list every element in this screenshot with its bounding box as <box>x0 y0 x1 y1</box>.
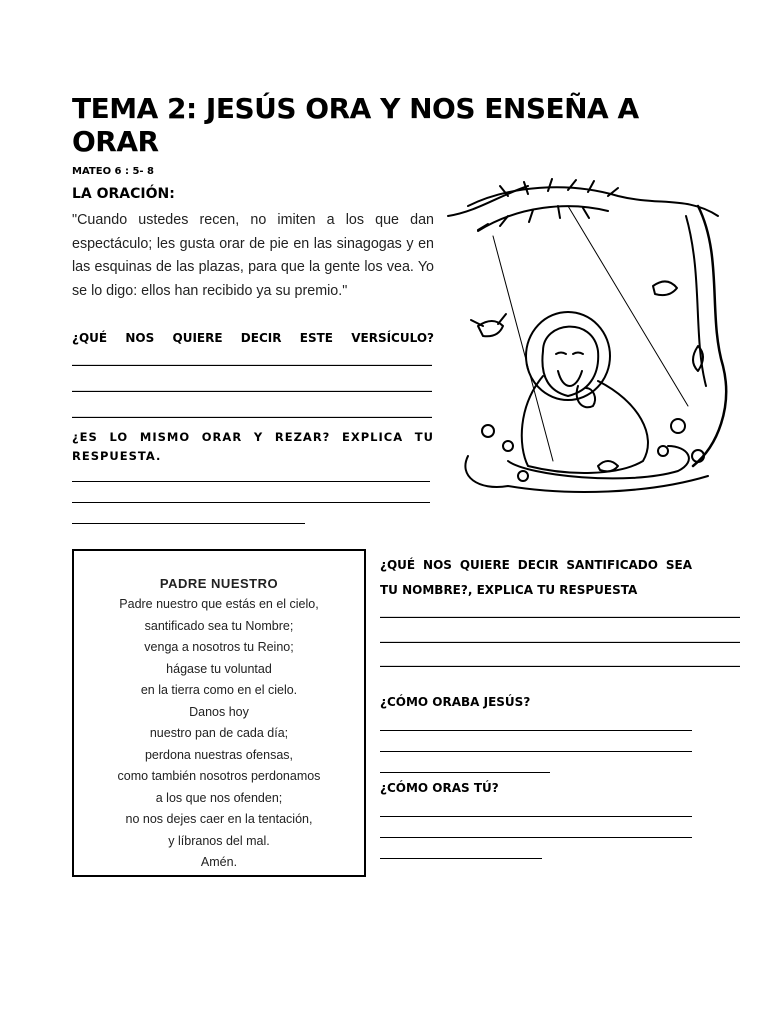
answer-dash-line[interactable]: ____________________________________________________________ <box>380 629 740 643</box>
answer-line[interactable] <box>380 858 542 859</box>
bible-reference: MATEO 6 : 5- 8 <box>72 166 155 177</box>
prayer-line: en la tierra como en el cielo. <box>140 683 298 697</box>
answer-line[interactable] <box>380 816 692 817</box>
prayer-line: a los que nos ofenden; <box>155 790 283 805</box>
prayer-line: santificado sea tu Nombre; <box>144 618 294 633</box>
prayer-title: PADRE NUESTRO <box>159 576 279 591</box>
prayer-line: nuestro pan de cada día; <box>149 726 289 740</box>
prayer-line: Padre nuestro que estás en el cielo, <box>119 597 319 611</box>
jesus-praying-illustration <box>448 176 738 506</box>
prayer-line: Danos hoy <box>189 704 249 719</box>
answer-dash-line[interactable]: ____________________________________________________________ <box>380 604 740 618</box>
answer-line[interactable] <box>380 751 692 752</box>
question-orar-rezar <box>72 428 434 466</box>
prayer-line: perdona nuestras ofensas, <box>144 747 294 762</box>
question-santificado: ¿QUÉ NOS QUIERE DECIR SANTIFICADO SEA TU NOMBRE?, EXPLICA TU RESPUESTA <box>380 558 692 597</box>
answer-line[interactable] <box>380 730 692 731</box>
section-heading: LA ORACIÓN: <box>72 186 175 202</box>
question-como-oras-tu: ¿CÓMO ORAS TÚ? <box>380 781 499 795</box>
question-orar-rezar-line1: ¿ES LO MISMO ORAR Y REZAR? EXPLICA TU <box>72 430 434 444</box>
answer-dash-line[interactable]: ____________________________________________________________ <box>72 352 432 366</box>
prayer-line: Amén. <box>200 855 238 869</box>
prayer-line: como también nosotros perdonamos <box>117 769 321 783</box>
page-title: TEMA 2: JESÚS ORA Y NOS ENSEÑA A ORAR <box>72 92 639 158</box>
verse-text: "Cuando ustedes recen, no imiten a los que dan espectáculo; les gusta orar de pie en las sinagogas y en las esquinas de las plazas, para que la gente los vea. Yo se lo digo: ellos han recibido ya su premio." <box>72 212 434 299</box>
question-orar-rezar-line2: RESPUESTA. <box>72 449 162 463</box>
answer-dash-line[interactable]: ____________________________________________________________ <box>380 653 740 667</box>
padre-nuestro-box <box>72 549 366 877</box>
answer-line[interactable] <box>72 502 430 503</box>
answer-line[interactable] <box>72 481 430 482</box>
prayer-line: y líbranos del mal. <box>168 833 270 848</box>
prayer-line: hágase tu voluntad <box>166 661 272 676</box>
question-verse-meaning: ¿QUÉ NOS QUIERE DECIR ESTE VERSÍCULO? <box>72 331 434 345</box>
answer-dash-line[interactable]: ____________________________________________________________ <box>72 378 432 392</box>
answer-line[interactable] <box>72 523 305 524</box>
prayer-line: venga a nosotros tu Reino; <box>144 640 294 654</box>
answer-line[interactable] <box>380 837 692 838</box>
prayer-line: no nos dejes caer en la tentación, <box>125 812 313 826</box>
answer-dash-line[interactable]: ____________________________________________________________ <box>72 404 432 418</box>
answer-line[interactable] <box>380 772 550 773</box>
question-como-oraba-jesus: ¿CÓMO ORABA JESÚS? <box>380 695 531 709</box>
